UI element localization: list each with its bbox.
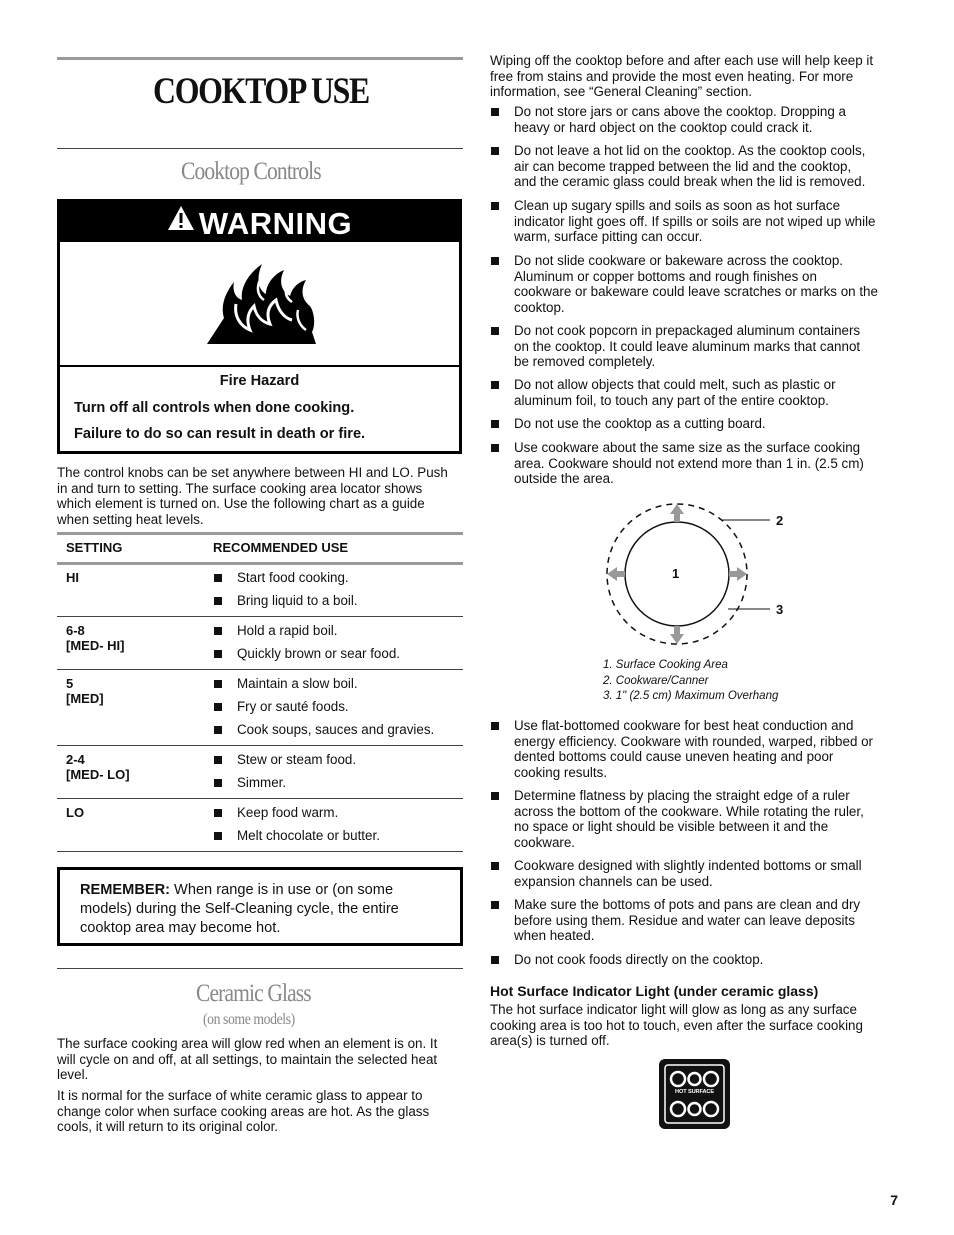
bullet-square bbox=[214, 756, 222, 764]
bullet-item: Do not slide cookware or bakeware across the cooktop. Aluminum or copper bottoms and rough finishes on cookware or bakeware could leave scratches or marks on the cooktop. bbox=[514, 253, 878, 315]
bullet-square bbox=[491, 147, 499, 155]
use-item: Quickly brown or sear food. bbox=[237, 646, 400, 661]
bullet-square bbox=[491, 381, 499, 389]
warning-line-2: Failure to do so can result in death or fire. bbox=[74, 426, 366, 442]
bullet-square bbox=[214, 832, 222, 840]
section-title-cooktop-controls: Cooktop Controls bbox=[181, 158, 321, 185]
bullet-square bbox=[214, 809, 222, 817]
bullet-square bbox=[491, 901, 499, 909]
setting-hi: HI bbox=[66, 570, 79, 585]
use-item: Stew or steam food. bbox=[237, 752, 357, 767]
bullet-square bbox=[491, 327, 499, 335]
page-number: 7 bbox=[890, 1192, 898, 1208]
warning-header bbox=[60, 202, 459, 242]
warning-divider bbox=[60, 365, 459, 367]
bullet-square bbox=[214, 597, 222, 605]
setting-med-hi: 6-8 [MED- HI] bbox=[66, 623, 125, 653]
cleaning-intro: Wiping off the cooktop before and after each use will help keep it free from stains and provide the most even heating. For more information, see “General Cleaning” section. bbox=[490, 53, 874, 99]
use-item: Simmer. bbox=[237, 775, 287, 790]
bullet-item: Do not cook foods directly on the cooktop. bbox=[514, 952, 764, 967]
diagram-label-1: 1 bbox=[672, 566, 680, 581]
row-divider bbox=[57, 669, 463, 670]
hot-surface-heading: Hot Surface Indicator Light (under ceramic glass) bbox=[490, 983, 819, 999]
cookware-overhang-diagram bbox=[600, 500, 800, 654]
row-divider bbox=[57, 798, 463, 799]
diagram-captions: 1. Surface Cooking Area 2. Cookware/Canner 3. 1" (2.5 cm) Maximum Overhang bbox=[603, 659, 779, 702]
use-item: Maintain a slow boil. bbox=[237, 676, 358, 691]
fire-icon bbox=[202, 260, 322, 350]
hazard-title: Fire Hazard bbox=[219, 373, 300, 389]
bullet-item: Make sure the bottoms of pots and pans are clean and dry before using them. Residue and water can leave deposits when heated. bbox=[514, 897, 861, 943]
bullet-square bbox=[491, 792, 499, 800]
bullet-square bbox=[214, 574, 222, 582]
table-bottom-rule bbox=[57, 851, 463, 852]
col-header-setting: SETTING bbox=[66, 540, 123, 555]
use-item: Hold a rapid boil. bbox=[237, 623, 338, 638]
bullet-item: Determine flatness by placing the straight edge of a ruler across the bottom of the cookware. While rotating the ruler, no space or light should be visible between it and the cookware. bbox=[514, 788, 864, 850]
row-divider bbox=[57, 745, 463, 746]
bullet-item: Do not leave a hot lid on the cooktop. As the cooktop cools, air can become trapped between the lid and the cooktop, and the ceramic glass could break when the lid is removed. bbox=[514, 143, 866, 189]
section-rule bbox=[57, 148, 463, 149]
warning-box bbox=[57, 199, 462, 454]
bullet-square bbox=[214, 779, 222, 787]
diagram-label-3: 3 bbox=[776, 602, 784, 617]
bullet-item: Use cookware about the same size as the surface cooking area. Cookware should not extend more than 1 in. (2.5 cm) outside the area. bbox=[514, 440, 864, 486]
bullet-square bbox=[214, 703, 222, 711]
col-header-recommended-use: RECOMMENDED USE bbox=[213, 540, 349, 555]
setting-med-lo: 2-4 [MED- LO] bbox=[66, 752, 130, 782]
section-rule bbox=[57, 968, 463, 969]
bullet-item: Do not store jars or cans above the cooktop. Dropping a heavy or hard object on the cooktop could crack it. bbox=[514, 104, 846, 135]
bullet-square bbox=[491, 862, 499, 870]
page-title: COOKTOP USE bbox=[153, 71, 369, 112]
hot-surface-indicator-icon bbox=[659, 1059, 730, 1129]
bullet-square bbox=[491, 257, 499, 265]
top-rule bbox=[57, 57, 463, 60]
use-item: Fry or sauté foods. bbox=[237, 699, 349, 714]
bullet-square bbox=[491, 202, 499, 210]
remember-box: REMEMBER: When range is in use or (on some models) during the Self-Cleaning cycle, the entire cooktop area may become hot. bbox=[57, 867, 463, 946]
bullet-item: Do not allow objects that could melt, such as plastic or aluminum foil, to touch any part of the entire cooktop. bbox=[514, 377, 836, 408]
warning-line-1: Turn off all controls when done cooking. bbox=[74, 400, 355, 416]
row-divider bbox=[57, 616, 463, 617]
setting-med: 5 [MED] bbox=[66, 676, 104, 706]
bullet-square bbox=[491, 420, 499, 428]
table-header-rule bbox=[57, 562, 463, 565]
warning-label: WARNING bbox=[198, 205, 353, 241]
use-item: Bring liquid to a boil. bbox=[237, 593, 358, 608]
bullet-square bbox=[214, 627, 222, 635]
controls-intro: The control knobs can be set anywhere between HI and LO. Push in and turn to setting. The surface cooking area locator shows which element is turned on. Use the following chart as a guide when setting heat levels. bbox=[57, 465, 448, 527]
ceramic-para-1: The surface cooking area will glow red when an element is on. It will cycle on and off, at all settings, to maintain the selected heat level. bbox=[57, 1036, 438, 1082]
bullet-square bbox=[491, 108, 499, 116]
table-top-rule bbox=[57, 532, 463, 535]
bullet-square bbox=[491, 956, 499, 964]
section-title-ceramic-glass: Ceramic Glass bbox=[196, 980, 311, 1007]
hot-surface-text: The hot surface indicator light will glow as long as any surface cooking area is too hot to touch, even after the surface cooking area(s) is turned off. bbox=[490, 1002, 863, 1048]
bullet-item: Cookware designed with slightly indented bottoms or small expansion channels can be used. bbox=[514, 858, 862, 889]
bullet-item: Do not use the cooktop as a cutting board. bbox=[514, 416, 766, 431]
use-item: Cook soups, sauces and gravies. bbox=[237, 722, 435, 737]
bullet-item: Use flat-bottomed cookware for best heat conduction and energy efficiency. Cookware with rounded, warped, ribbed or dented bottoms could cause uneven heating and poor cooking results. bbox=[514, 718, 874, 780]
remember-label: REMEMBER: bbox=[80, 882, 170, 898]
ceramic-para-2: It is normal for the surface of white ceramic glass to appear to change color when surface cooking areas are hot. As the glass cools, it will return to its original color. bbox=[57, 1088, 430, 1134]
bullet-square bbox=[214, 680, 222, 688]
bullet-item: Do not cook popcorn in prepackaged aluminum containers on the cooktop. It could leave aluminum marks that cannot be removed completely. bbox=[514, 323, 861, 369]
bullet-square bbox=[214, 726, 222, 734]
section-subtitle: (on some models) bbox=[203, 1011, 295, 1028]
warning-triangle-icon bbox=[167, 201, 195, 241]
use-item: Keep food warm. bbox=[237, 805, 339, 820]
hot-surface-label: HOT SURFACE bbox=[675, 1089, 714, 1095]
setting-lo: LO bbox=[66, 805, 85, 820]
bullet-square bbox=[491, 444, 499, 452]
bullet-item: Clean up sugary spills and soils as soon as hot surface indicator light goes off. If spills or soils are not wiped up while warm, surface pitting can occur. bbox=[514, 198, 876, 244]
use-item: Melt chocolate or butter. bbox=[237, 828, 380, 843]
bullet-square bbox=[491, 722, 499, 730]
bullet-square bbox=[214, 650, 222, 658]
use-item: Start food cooking. bbox=[237, 570, 349, 585]
diagram-label-2: 2 bbox=[776, 513, 784, 528]
